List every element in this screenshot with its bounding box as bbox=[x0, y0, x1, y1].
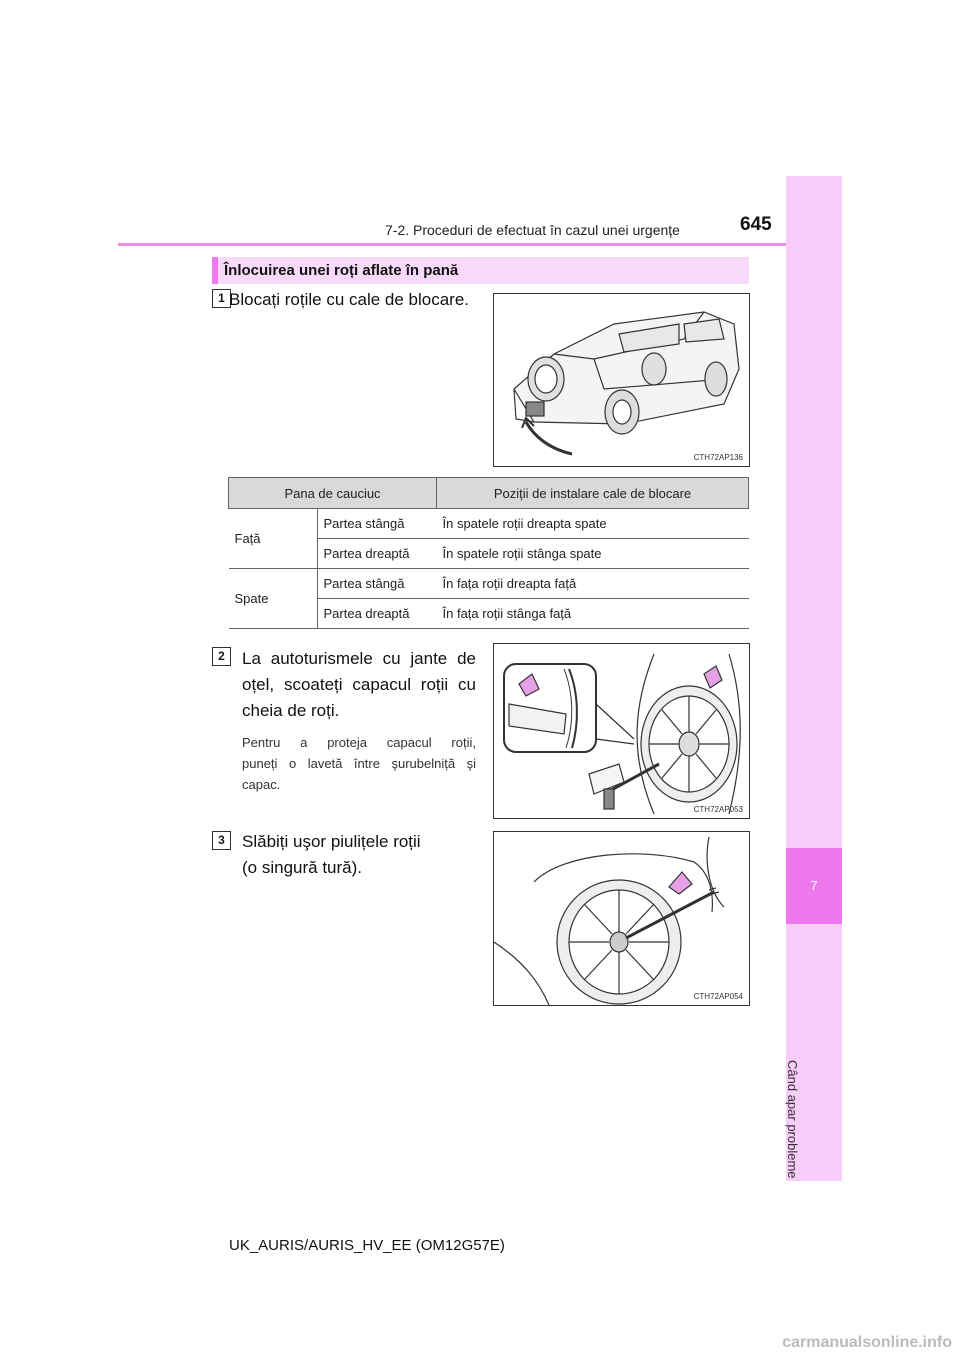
running-header: 7-2. Proceduri de efectuat în cazul unei urgențe bbox=[385, 222, 680, 238]
table-cell-position: În spatele roții stânga spate bbox=[437, 539, 749, 569]
table-cell-side: Partea dreaptă bbox=[317, 599, 437, 629]
table-cell-side: Partea stângă bbox=[317, 509, 437, 539]
document-footer: UK_AURIS/AURIS_HV_EE (OM12G57E) bbox=[229, 1237, 505, 1254]
chapter-label: Când apar probleme bbox=[785, 1060, 800, 1179]
table-cell-position: În fața roții dreapta față bbox=[437, 569, 749, 599]
step-2-note-line-3: capac. bbox=[242, 777, 281, 792]
table-cell-group: Spate bbox=[229, 569, 318, 629]
illustration-remove-hubcap bbox=[493, 643, 750, 819]
table-header-position: Poziții de instalare cale de blocare bbox=[437, 478, 749, 509]
step-2-line-1: La autoturismele cu jante de bbox=[242, 649, 476, 668]
table-header-tire: Pana de cauciuc bbox=[229, 478, 437, 509]
table-row bbox=[229, 569, 749, 599]
step-3-line-2: (o singură tură). bbox=[242, 858, 362, 877]
step-2-note-line-2: puneți o lavetă între şurubelniță şi bbox=[242, 756, 476, 771]
step-number-1: 1 bbox=[212, 289, 231, 308]
table-cell-group: Față bbox=[229, 509, 318, 569]
step-3-line-1: Slăbiți uşor piulițele roții bbox=[242, 832, 421, 851]
table-cell-side: Partea dreaptă bbox=[317, 539, 437, 569]
page-number: 645 bbox=[740, 214, 772, 235]
step-2-line-2: oțel, scoateți capacul roții cu bbox=[242, 675, 476, 694]
image-code-2: CTH72AP053 bbox=[693, 805, 743, 814]
illustration-loosen-nuts bbox=[493, 831, 750, 1006]
chapter-side-tab bbox=[786, 176, 842, 1181]
chapter-number: 7 bbox=[786, 848, 842, 924]
table-header-row bbox=[229, 478, 749, 509]
section-title: Înlocuirea unei roți aflate în pană bbox=[224, 262, 459, 279]
step-1-text: Blocați roțile cu cale de blocare. bbox=[229, 290, 470, 309]
illustration-wheel-chocks bbox=[493, 293, 750, 467]
step-2-note-line-1: Pentru a proteja capacul roții, bbox=[242, 735, 476, 750]
image-code-1: CTH72AP136 bbox=[693, 453, 743, 462]
step-number-3: 3 bbox=[212, 831, 231, 850]
car-front-illustration bbox=[494, 294, 749, 466]
wheel-nuts-illustration bbox=[494, 832, 749, 1005]
table-row bbox=[229, 509, 749, 539]
image-code-3: CTH72AP054 bbox=[693, 992, 743, 1001]
step-number-2: 2 bbox=[212, 647, 231, 666]
watermark: carmanualsonline.info bbox=[782, 1334, 952, 1351]
hubcap-illustration bbox=[494, 644, 749, 818]
step-2-line-3: cheia de roți. bbox=[242, 701, 340, 720]
table-cell-position: În fața roții stânga față bbox=[437, 599, 749, 629]
wheel-chock-table bbox=[228, 477, 749, 629]
table-cell-position: În spatele roții dreapta spate bbox=[437, 509, 749, 539]
table-cell-side: Partea stângă bbox=[317, 569, 437, 599]
header-rule bbox=[118, 243, 786, 246]
